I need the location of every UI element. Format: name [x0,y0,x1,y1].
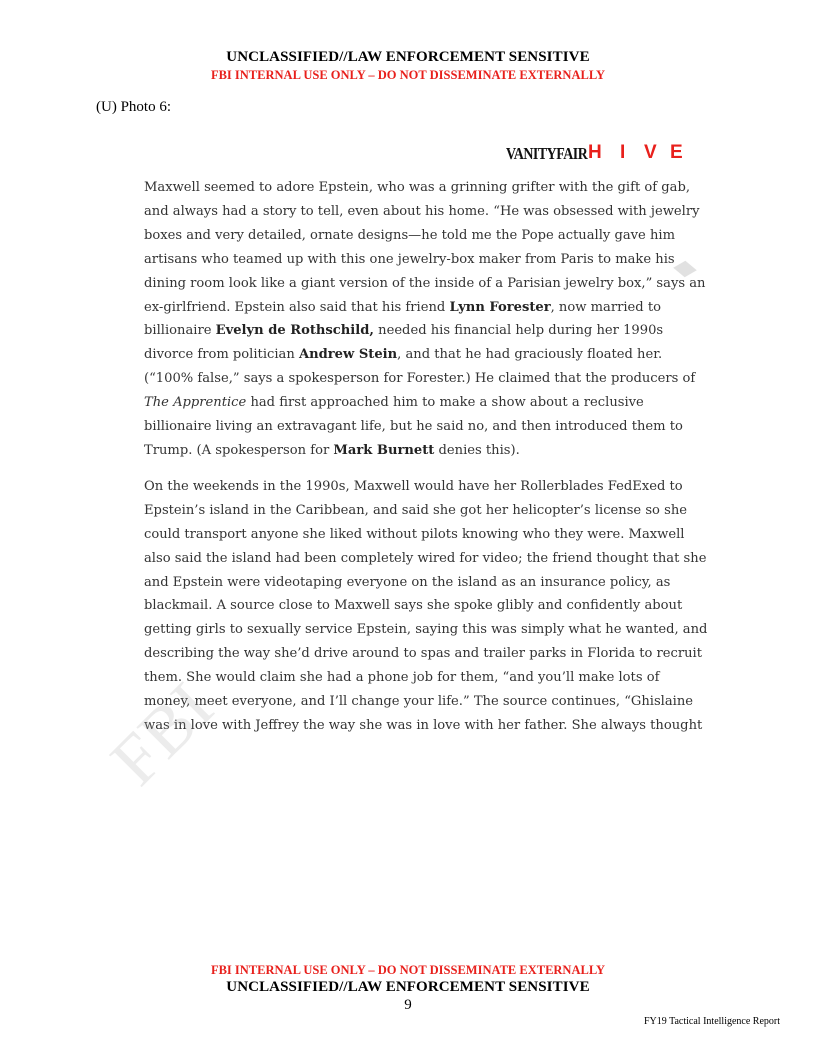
article-title-italic: The Apprentice [144,395,247,411]
article-text: Maxwell seemed to adore Epstein, who was a grinning grifter with the gift of gab, [144,180,691,195]
vanity-fair-hive-masthead [500,140,700,166]
fbi-watermark: FBI [96,668,229,801]
article-text: billionaire living an extravagant life, but he said no, and then introduced them to [144,419,683,435]
article-text: artisans who teamed up with this one jewelry-box maker from Paris to make his [144,251,675,267]
article-text: denies this). [434,442,520,458]
article-screenshot [144,176,708,750]
article-text: dining room look like a giant version of the inside of a Parisian jewelry box,” says an [144,275,706,291]
article-text: needed his financial help during her 1990s [373,323,664,339]
article-line [144,200,700,224]
article-text: divorce from politician [144,347,299,363]
hive-letter-i: I [620,142,626,163]
footer-caveat: FBI INTERNAL USE ONLY – DO NOT DISSEMINATE EXTERNALLY [210,963,606,977]
article-line [144,272,706,296]
article-line: Epstein’s island in the Caribbean, and said she got her helicopter’s license so she [144,502,688,518]
article-line [144,439,674,463]
article-text: , now married to [550,299,661,315]
article-line [144,343,674,367]
article-line [144,176,691,200]
header-caveat: FBI INTERNAL USE ONLY – DO NOT DISSEMINATE EXTERNALLY [210,68,606,82]
article-text: had first approached him to make a show about a reclusive [246,395,644,411]
article-line [144,391,674,415]
article-line [144,296,674,320]
article-line: also said the island had been completely wired for video; the friend thought that she [144,550,707,566]
article-name-bold: Andrew Stein [298,347,398,363]
article-text: , and that he had graciously floated her. [397,347,663,363]
article-text: billionaire [144,323,216,339]
article-paragraph-1 [144,176,706,463]
photo-label: (U) Photo 6: [96,99,171,115]
article-line: and Epstein were videotaping everyone on the island as an insurance policy, as [144,574,671,590]
article-name-bold: Lynn Forester [449,299,551,315]
header-classification: UNCLASSIFIED//LAW ENFORCEMENT SENSITIVE [226,49,590,65]
article-paragraph-2 [144,475,708,738]
article-line: blackmail. A source close to Maxwell says she spoke glibly and confidently about [144,598,683,614]
article-text: boxes and very detailed, ornate designs—he told me the Pope actually gave him [144,227,675,243]
article-line: describing the way she’d drive around to spas and trailer parks in Florida to recruit [144,646,702,662]
article-name-bold: Mark Burnett [333,442,435,458]
hive-letter-v: V [644,142,657,163]
hive-letter-h: H [588,142,602,163]
article-line: getting girls to sexually service Epstein, saying this was simply what he wanted, and [144,622,708,638]
article-line: On the weekends in the 1990s, Maxwell would have her Rollerblades FedExed to [144,478,683,494]
article-text: and always had a story to tell, even about his home. “He was obsessed with jewelry [144,203,700,219]
article-line: money, meet everyone, and I’ll change your life.” The source continues, “Ghislaine [144,694,694,710]
article-text: (“100% false,” says a spokesperson for Forester.) He claimed that the producers of [144,371,696,387]
article-line: could transport anyone she liked without pilots knowing who they were. Maxwell [144,526,685,542]
hive-letter-e: E [670,142,683,163]
article-line [144,367,696,391]
article-line: them. She would claim she had a phone job for them, “and you’ll make lots of [144,670,660,686]
article-line [144,415,683,439]
page-number: 9 [404,997,412,1013]
footer-classification: UNCLASSIFIED//LAW ENFORCEMENT SENSITIVE [226,979,590,995]
article-text: ex-girlfriend. Epstein also said that his friend [144,299,450,315]
article-text: Trump. (A spokesperson for [144,442,334,458]
article-line [144,319,674,343]
vanity-fair-logo: VANITYFAIR [506,144,588,163]
report-name: FY19 Tactical Intelligence Report [643,1016,780,1027]
article-name-bold: Evelyn de Rothschild, [215,323,374,339]
article-line: was in love with Jeffrey the way she was in love with her father. She always thought [144,717,703,733]
article-line [144,224,674,248]
article-line [144,248,674,272]
